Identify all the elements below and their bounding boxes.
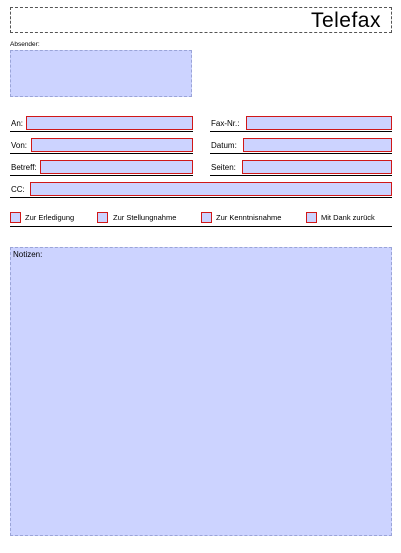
pages-underline: [210, 175, 392, 176]
checkbox-kenntnisnahme[interactable]: [201, 212, 212, 223]
from-underline: [10, 153, 193, 154]
checkbox-stellungnahme[interactable]: [97, 212, 108, 223]
subject-field[interactable]: [40, 160, 193, 174]
notes-field[interactable]: [10, 247, 392, 536]
subject-underline: [10, 175, 193, 176]
cc-label: CC:: [11, 185, 25, 194]
from-label: Von:: [11, 141, 28, 150]
checkbox-erledigung[interactable]: [10, 212, 21, 223]
to-underline: [10, 131, 193, 132]
date-field[interactable]: [243, 138, 392, 152]
sender-label: Absender:: [10, 41, 40, 48]
sender-field[interactable]: [10, 50, 192, 97]
cc-underline: [10, 197, 392, 198]
fax-field[interactable]: [246, 116, 392, 130]
date-underline: [210, 153, 392, 154]
pages-label: Seiten:: [211, 163, 236, 172]
from-field[interactable]: [31, 138, 193, 152]
date-label: Datum:: [211, 141, 237, 150]
notes-label: Notizen:: [13, 250, 43, 259]
to-field[interactable]: [26, 116, 193, 130]
subject-label: Betreff:: [11, 163, 37, 172]
fax-underline: [210, 131, 392, 132]
checkbox-dank-zurueck[interactable]: [306, 212, 317, 223]
checkbox-stellungnahme-label: Zur Stellungnahme: [113, 213, 177, 222]
checkbox-kenntnisnahme-label: Zur Kenntnisnahme: [216, 213, 282, 222]
checkbox-underline: [10, 226, 392, 227]
page-title: Telefax: [310, 9, 381, 32]
pages-field[interactable]: [242, 160, 392, 174]
checkbox-dank-zurueck-label: Mit Dank zurück: [321, 213, 375, 222]
title-box: [10, 7, 392, 33]
to-label: An:: [11, 119, 24, 128]
cc-field[interactable]: [30, 182, 392, 196]
fax-label: Fax-Nr.:: [211, 119, 240, 128]
checkbox-erledigung-label: Zur Erledigung: [25, 213, 75, 222]
